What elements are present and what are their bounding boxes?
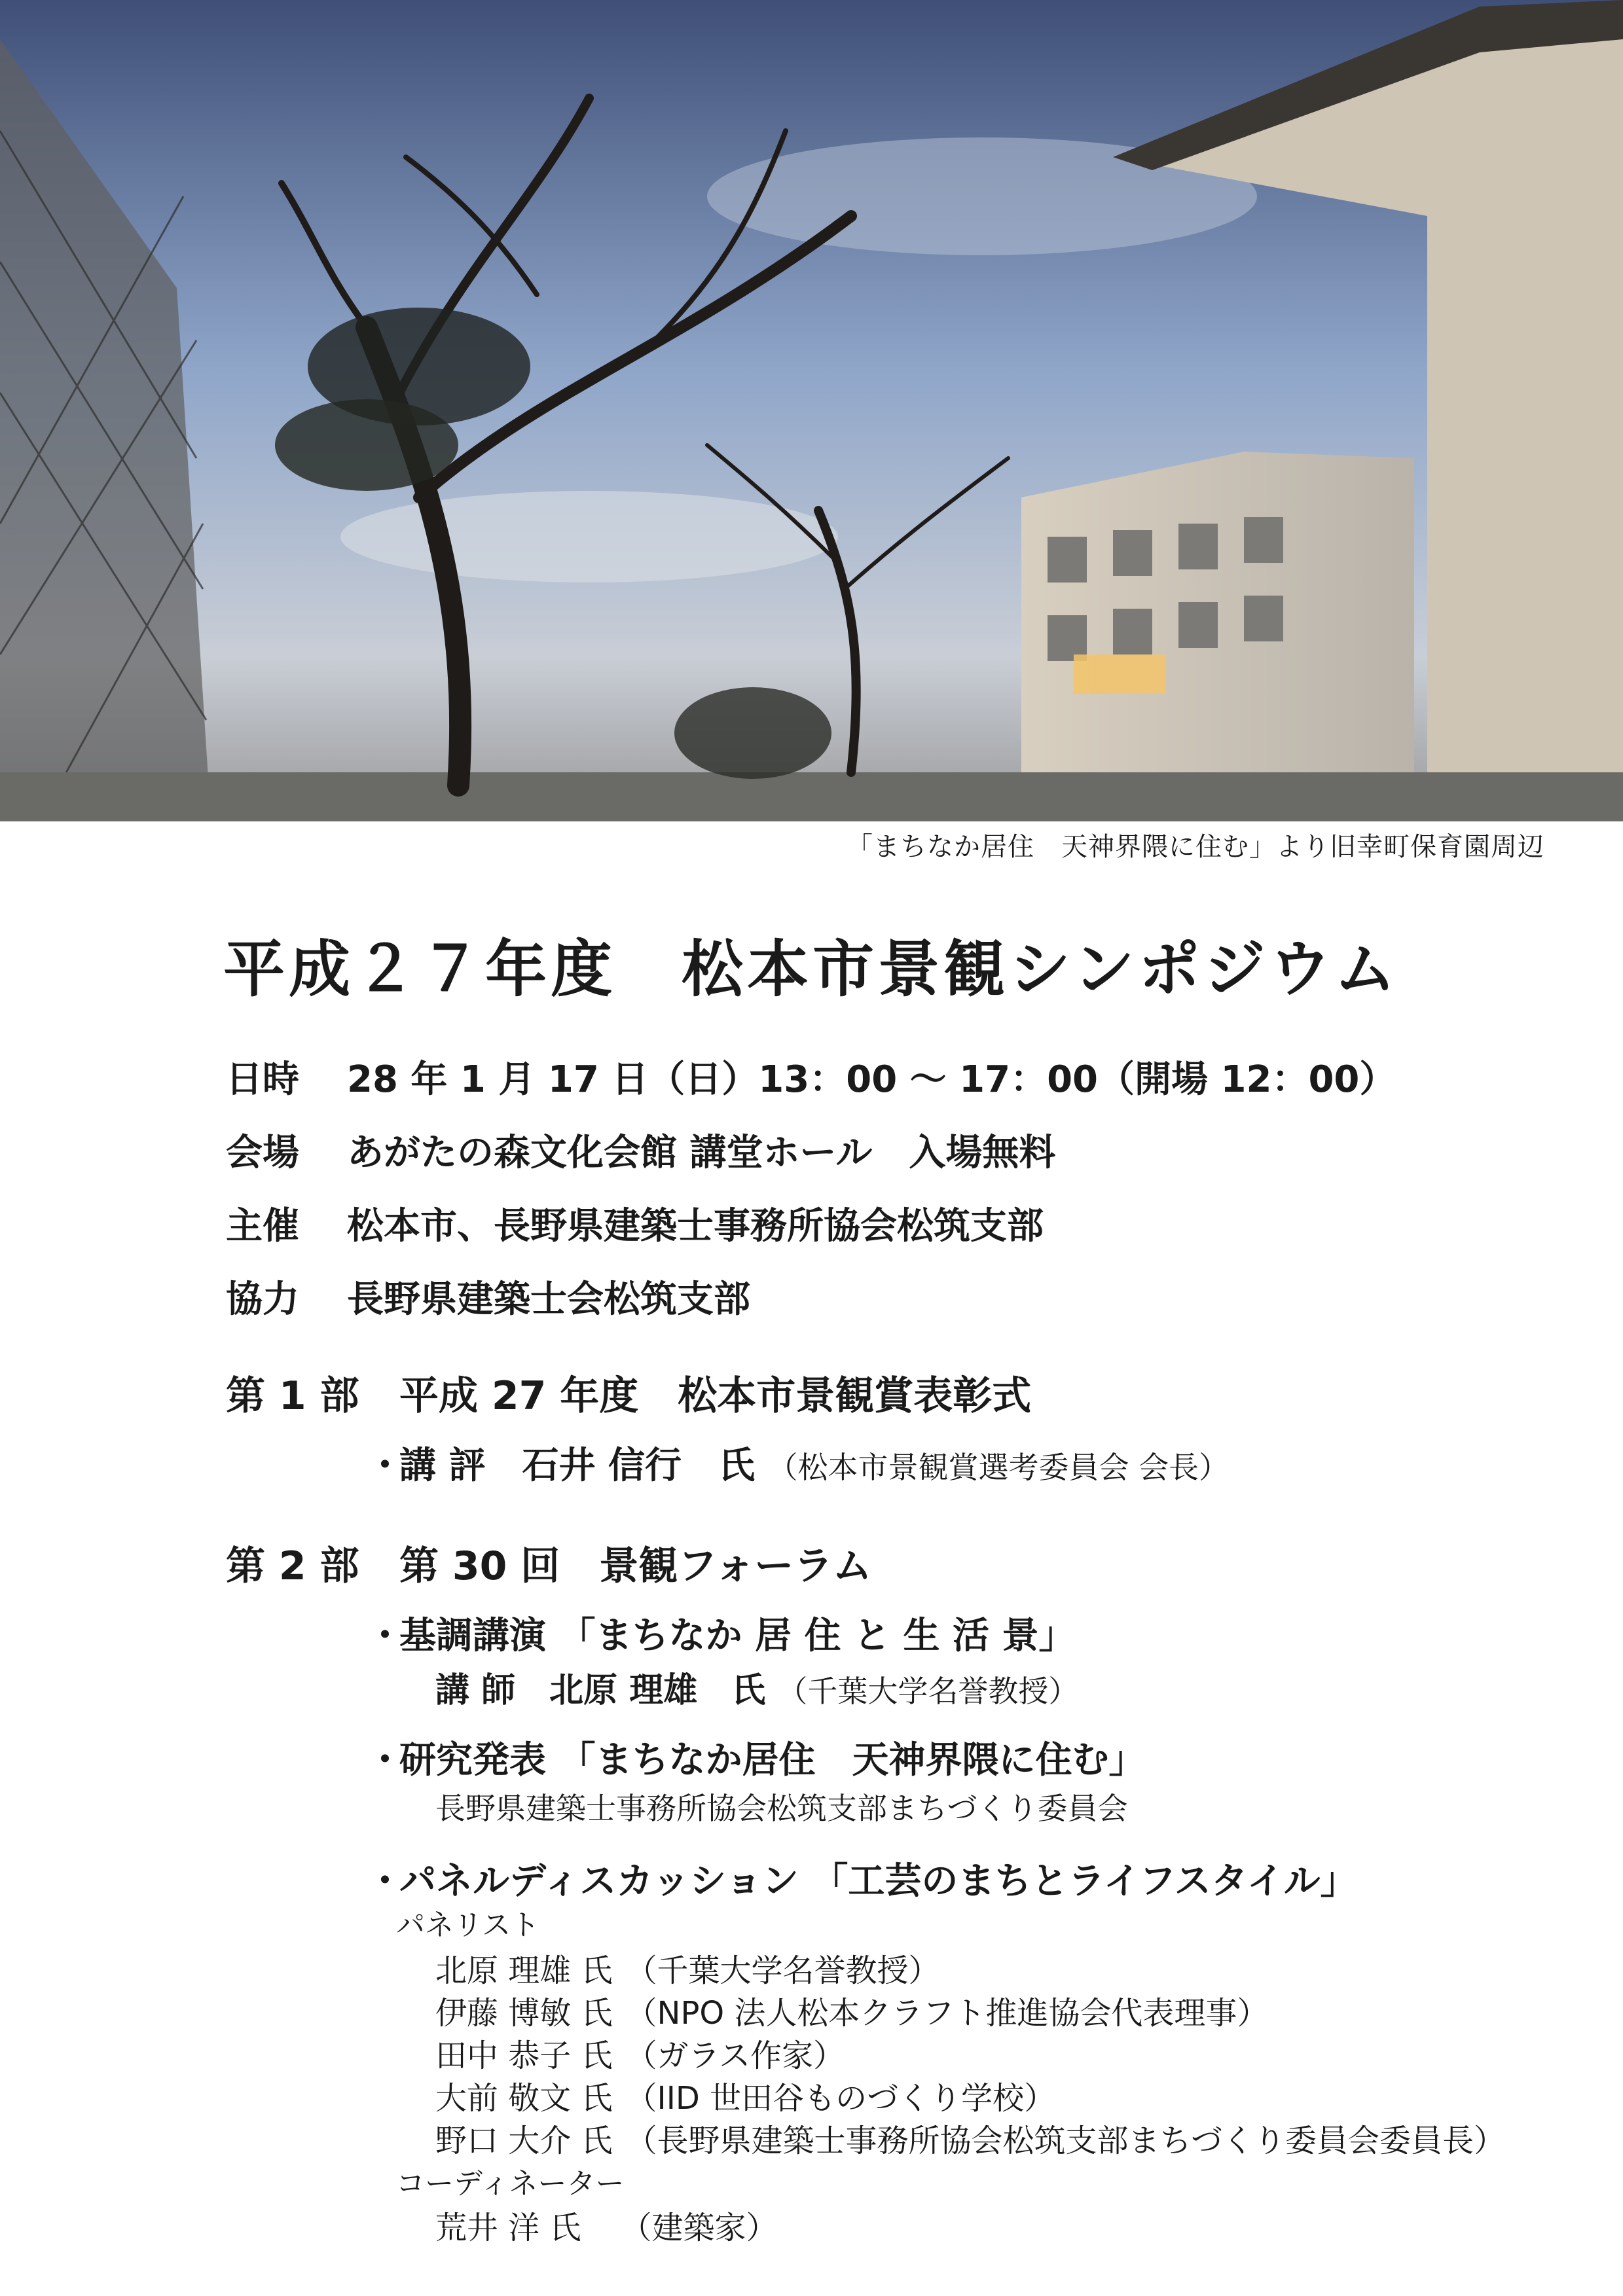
- info-label: 会場: [226, 1132, 299, 1174]
- part2-title: 第 30 回 景観フォーラム: [399, 1543, 872, 1589]
- info-venue: [226, 1124, 1396, 1197]
- panelist-item: [435, 2073, 1055, 2118]
- panelist-item: [435, 2030, 845, 2075]
- keynote-speaker-note: （千葉大学名誉教授）: [777, 1674, 1079, 1709]
- panelist-affiliation: （ガラス作家）: [625, 2037, 845, 2074]
- part2-heading: [226, 1535, 872, 1591]
- bullet-mark: ・: [367, 1739, 403, 1782]
- panel-title: パネルディスカッション 「工芸のまちとライフスタイル」: [399, 1860, 1357, 1903]
- panelist-name: 北原 理雄 氏: [435, 1952, 613, 1989]
- panelist-affiliation: （NPO 法人松本クラフト推進協会代表理事）: [625, 1995, 1269, 2032]
- panel-heading: [367, 1852, 1357, 1905]
- coordinator-name: 荒井 洋 氏: [435, 2210, 581, 2246]
- info-label: 日時: [226, 1058, 299, 1101]
- info-value: 28 年 1 月 17 日（日）13：00 ～ 17：00（開場 12：00）: [347, 1058, 1396, 1101]
- info-label: 主催: [226, 1205, 299, 1247]
- keynote-speaker: [435, 1662, 1078, 1712]
- photo-caption: 「まちなか居住 天神界隈に住む」より旧幸町保育園周辺: [847, 832, 1544, 862]
- page-title: 平成２７年度 松本市景観シンポジウム: [223, 934, 1400, 1005]
- info-label: 協力: [226, 1278, 299, 1321]
- info-value: 松本市、長野県建築士事務所協会松筑支部: [347, 1205, 1044, 1247]
- keynote-title: 基調講演 「まちなか 居 住 と 生 活 景」: [399, 1615, 1076, 1657]
- bullet-mark: ・: [367, 1615, 403, 1657]
- info-organizer: [226, 1197, 1396, 1270]
- review-note: （松本市景観賞選考委員会 会長）: [767, 1450, 1230, 1485]
- panelists-label: パネリスト: [396, 1909, 540, 1942]
- panelist-name: 野口 大介 氏: [435, 2123, 613, 2159]
- info-value: あがたの森文化会館 講堂ホール 入場無料: [347, 1132, 1056, 1174]
- event-info: [226, 1050, 1396, 1344]
- bullet-mark: ・: [367, 1860, 403, 1903]
- panelist-affiliation: （長野県建築士事務所協会松筑支部まちづくり委員会委員長）: [625, 2123, 1506, 2159]
- research-title: 研究発表 「まちなか居住 天神界隈に住む」: [399, 1739, 1146, 1782]
- keynote-speaker-name: 講 師 北原 理雄 氏: [435, 1671, 766, 1710]
- bullet-mark: ・: [367, 1444, 403, 1487]
- street-scene-illustration: [0, 0, 1623, 821]
- panelist-affiliation: （千葉大学名誉教授）: [625, 1952, 940, 1989]
- info-value: 長野県建築士会松筑支部: [347, 1278, 750, 1321]
- header-photo: [0, 0, 1623, 821]
- panelist-name: 田中 恭子 氏: [435, 2037, 613, 2074]
- part2-label: 第 2 部: [226, 1543, 359, 1589]
- panelist-name: 大前 敬文 氏: [435, 2080, 613, 2117]
- coordinator-item: [435, 2202, 778, 2248]
- part1-review: [367, 1437, 1229, 1489]
- panelist-item: [435, 2115, 1505, 2161]
- keynote-heading: [367, 1607, 1075, 1659]
- research-presenter: 長野県建築士事務所協会松筑支部まちづくり委員会: [435, 1791, 1128, 1826]
- info-datetime: [226, 1050, 1396, 1124]
- panelist-item: [435, 1945, 940, 1990]
- panelist-name: 伊藤 博敏 氏: [435, 1995, 613, 2032]
- coordinator-affiliation: （建築家）: [620, 2210, 778, 2246]
- info-cooperation: [226, 1270, 1396, 1344]
- coordinator-label: コーディネーター: [396, 2167, 625, 2200]
- part1-heading: [226, 1365, 1031, 1421]
- part1-label: 第 1 部: [226, 1373, 359, 1419]
- review-label: 講 評 石井 信行 氏: [399, 1444, 755, 1487]
- part1-title: 平成 27 年度 松本市景観賞表彰式: [399, 1373, 1032, 1419]
- panelist-affiliation: （IID 世田谷ものづくり学校）: [625, 2080, 1056, 2117]
- research-heading: [367, 1731, 1146, 1784]
- panelist-item: [435, 1988, 1268, 2033]
